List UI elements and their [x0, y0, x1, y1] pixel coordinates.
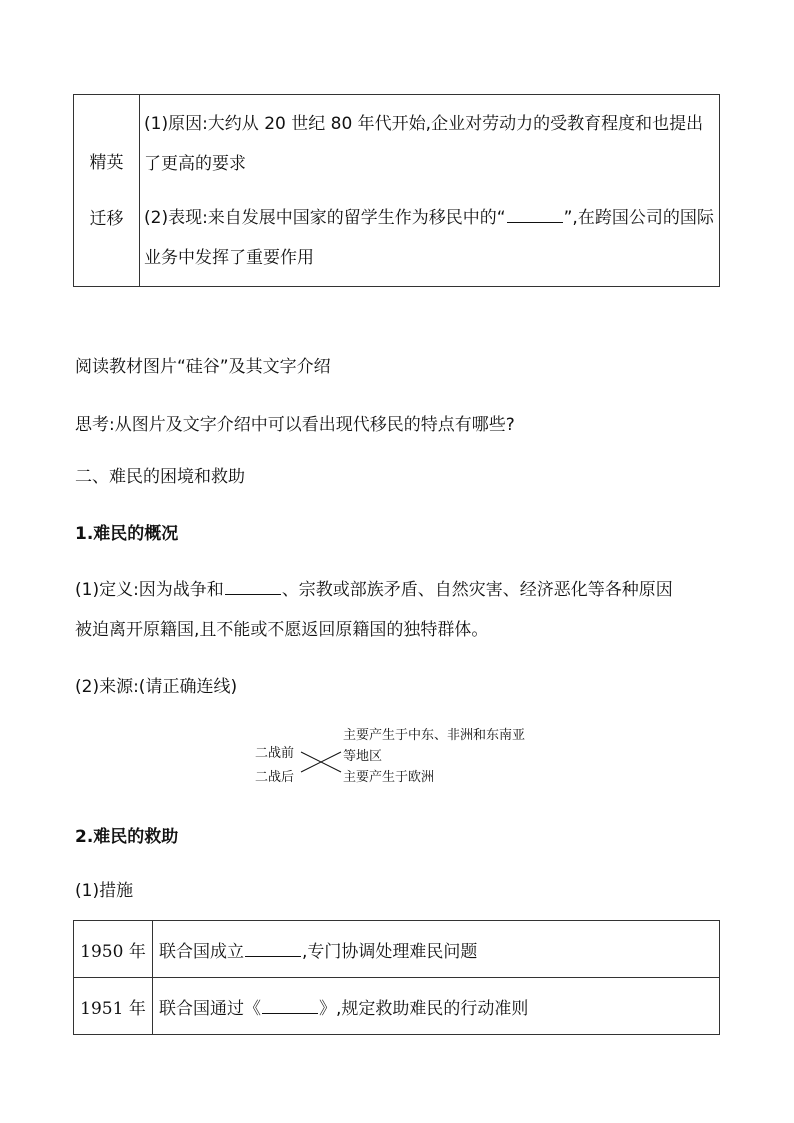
cause-text: (1)原因:大约从 20 世纪 80 年代开始,企业对劳动力的受教育程度和也提出了更高的要求	[144, 113, 704, 174]
desc-before: 联合国通过《	[159, 998, 261, 1019]
right-item-europe[interactable]: 主要产生于欧洲	[343, 770, 435, 785]
description-cell	[153, 921, 720, 978]
subsection-title-1: 1.难民的概况	[75, 524, 179, 544]
subsection-title-2: 2.难民的救助	[75, 827, 179, 847]
definition-before: (1)定义:因为战争和	[75, 580, 224, 600]
left-item-prewar[interactable]: 二战前	[255, 746, 295, 761]
measures-label: (1)措施	[75, 881, 134, 901]
matching-diagram	[255, 724, 555, 786]
definition-line-1	[75, 575, 673, 600]
year-cell: 1951 年	[74, 978, 153, 1035]
read-instruction: 阅读教材图片“硅谷”及其文字介绍	[75, 357, 331, 377]
measures-table	[73, 920, 720, 1035]
desc-after: 》,规定救助难民的行动准则	[319, 998, 529, 1019]
table-row	[74, 978, 720, 1035]
manifestation-before: (2)表现:来自发展中国家的留学生作为移民中的“	[144, 207, 506, 228]
elite-migration-header	[74, 95, 140, 287]
left-item-postwar[interactable]: 二战后	[255, 770, 295, 785]
table-row	[74, 921, 720, 978]
right-item-line2: 等地区	[343, 749, 383, 764]
elite-migration-table	[73, 94, 720, 287]
definition-line-2: 被迫离开原籍国,且不能或不愿返回原籍国的独特群体。	[75, 620, 489, 640]
think-question: 思考:从图片及文字介绍中可以看出现代移民的特点有哪些?	[75, 415, 515, 435]
right-item-line1[interactable]: 主要产生于中东、非洲和东南亚	[343, 728, 526, 743]
header-line-2: 迁移	[89, 208, 124, 229]
fill-blank[interactable]	[225, 580, 281, 595]
desc-after: ,专门协调处理难民问题	[302, 941, 478, 962]
elite-migration-content	[140, 95, 720, 287]
year-cell: 1950 年	[74, 921, 153, 978]
fill-blank[interactable]	[262, 999, 318, 1014]
source-label: (2)来源:(请正确连线)	[75, 677, 238, 697]
description-cell	[153, 978, 720, 1035]
fill-blank[interactable]	[507, 208, 563, 223]
manifestation-after: ”,在跨国公司的国际业务中发挥了重要作用	[144, 207, 714, 268]
connecting-lines	[299, 738, 345, 778]
section-title: 二、难民的困境和救助	[75, 467, 245, 487]
header-line-1: 精英	[89, 152, 124, 173]
fill-blank[interactable]	[245, 942, 301, 957]
desc-before: 联合国成立	[159, 941, 244, 962]
manifestation-text	[144, 198, 715, 278]
definition-after: 、宗教或部族矛盾、自然灾害、经济恶化等各种原因	[281, 580, 673, 600]
